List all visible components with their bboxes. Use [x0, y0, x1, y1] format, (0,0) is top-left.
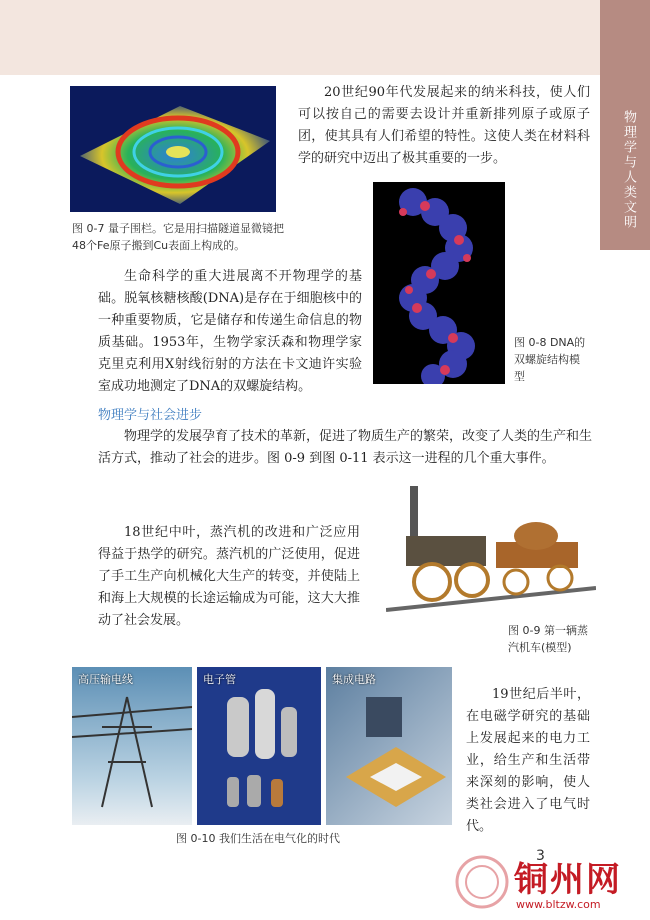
society-intro-paragraph: 物理学的发展孕育了技术的革新，促进了物质生产的繁荣，改变了人类的生产和生活方式，推动了社会的进步。图 0-9 到图 0-11 表示这一进程的几个重大事件。 — [98, 429, 593, 466]
power-line-photo — [72, 667, 192, 825]
fig-0-8-caption: 图 0-8 DNA的双螺旋结构模型 — [514, 336, 586, 383]
integrated-circuit-photo — [326, 667, 452, 825]
vacuum-tube-photo — [197, 667, 321, 825]
vacuum-tube-label: 电子管 — [203, 673, 236, 686]
chapter-side-tab-label: 物理学与人类文明 — [621, 110, 636, 230]
top-band — [0, 0, 600, 75]
power-line-label: 高压输电线 — [78, 673, 133, 686]
watermark-url: www.bltzw.com — [516, 898, 601, 911]
quantum-corral-image — [70, 86, 276, 212]
dna-paragraph: 生命科学的重大进展离不开物理学的基础。脱氧核糖核酸(DNA)是存在于细胞核中的一种重要物质，它是储存和传递生命信息的物质基础。1953年，生物学家沃森和物理学家克里克利用X射线衍射的方法在卡文迪许实验室成功地测定了DNA的双螺旋结构。 — [98, 269, 362, 394]
watermark-text: 铜州网 — [514, 860, 622, 900]
electric-paragraph: 19世纪后半叶，在电磁学研究的基础上发展起来的电力工业，给生产和生活带来深刻的影响，使人类社会进入了电气时代。 — [466, 687, 590, 834]
steam-locomotive-image — [386, 480, 596, 620]
integrated-circuit-label: 集成电路 — [332, 673, 376, 686]
fig-0-7-caption: 图 0-7 量子围栏。它是用扫描隧道显微镜把48个Fe原子搬到Cu表面上构成的。 — [72, 222, 284, 252]
watermark-seal-icon — [454, 854, 510, 910]
nanotech-paragraph: 20世纪90年代发展起来的纳米科技，使人们可以按自己的需要去设计并重新排列原子或原子团，使其具有人们希望的特性。这使人类在材料科学的研究中迈出了极其重要的一步。 — [298, 85, 590, 166]
steam-paragraph: 18世纪中叶，蒸汽机的改进和广泛应用得益于热学的研究。蒸汽机的广泛使用，促进了手工生产向机械化大生产的转变，并使陆上和海上大规模的长途运输成为可能，这大大推动了社会发展。 — [98, 525, 360, 628]
dna-helix-image — [373, 182, 505, 384]
fig-0-9-caption: 图 0-9 第一辆蒸汽机车(模型) — [508, 624, 588, 654]
section-heading: 物理学与社会进步 — [98, 408, 203, 423]
watermark — [450, 850, 650, 920]
fig-0-10-caption: 图 0-10 我们生活在电气化的时代 — [176, 832, 340, 845]
page-number: 3 — [536, 848, 545, 864]
